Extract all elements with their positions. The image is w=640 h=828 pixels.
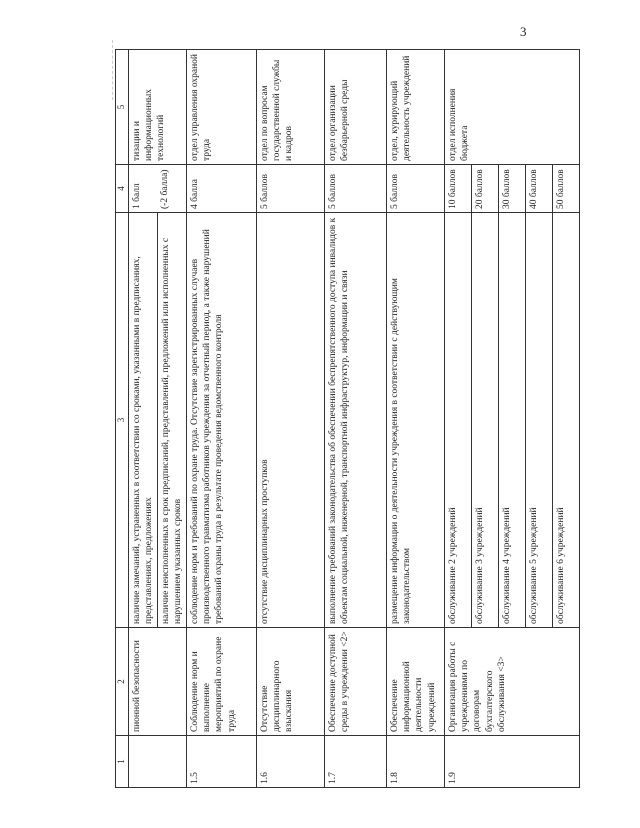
table-row: [387, 50, 445, 788]
executor-cell: отдел по вопросам государственной службы и кадров: [257, 50, 325, 165]
criteria-item: наличие замечаний, устраненных в соответствии со сроками, указанными в предписаниях, представлениях, предложениях: [131, 256, 154, 624]
row-number: 1.9: [445, 736, 580, 788]
points-value: 50 баллов: [552, 165, 579, 212]
points-value: 40 баллов: [525, 165, 552, 212]
scan-mark: [112, 40, 114, 100]
table-row: [445, 50, 580, 788]
executor-cell: отдел организации безбарьерной среды: [325, 50, 387, 165]
points-value: 5 баллов: [325, 165, 387, 213]
criteria-item: обслуживание 5 учреждений: [525, 213, 552, 627]
header-col-1: 1: [116, 736, 129, 788]
criteria-item: размещение информации о деятельности учреждения в соответствии с действующим законодательством: [387, 213, 445, 628]
page-number: 3: [520, 24, 527, 39]
points-value: (-2 балла): [160, 169, 171, 209]
table-row: [325, 50, 387, 788]
indicator-cell: Организация работы с учреждениями по договорам бухгалтерского обслуживания <3>: [445, 628, 580, 736]
table-header-row: [116, 50, 129, 788]
points-value: 5 баллов: [387, 165, 445, 213]
points-cell: [445, 165, 580, 213]
table-row: [128, 50, 187, 788]
criteria-table: [115, 49, 580, 788]
header-col-2: 2: [116, 628, 129, 736]
executor-cell: тизации и информационных технологий: [128, 50, 187, 165]
indicator-cell: Обеспечение доступной среды в учреждении <2>: [325, 628, 387, 736]
points-value: 1 балл: [131, 183, 142, 209]
points-cell: [128, 165, 187, 213]
row-number: 1.6: [257, 736, 325, 788]
indicator-cell: Обеспечение информационной деятельности учреждений: [387, 628, 445, 736]
criteria-item: обслуживание 4 учреждений: [498, 213, 525, 627]
row-number: 1.8: [387, 736, 445, 788]
points-value: 10 баллов: [448, 169, 459, 209]
header-col-5: 5: [116, 50, 129, 165]
header-col-4: 4: [116, 165, 129, 213]
criteria-cell: [445, 213, 580, 628]
points-value: 30 баллов: [498, 165, 525, 212]
criteria-item: выполнение требований законодательства об обеспечении беспрепятственного доступа инвалидов к объектам социальной, инженерной, транспортной инфраструктур, информации и связи: [325, 213, 387, 628]
criteria-item: отсутствие дисциплинарных проступков: [257, 213, 325, 628]
executor-cell: отдел, курирующий деятельность учреждений: [387, 50, 445, 165]
criteria-item: обслуживание 6 учреждений: [552, 213, 579, 627]
criteria-cell: [128, 213, 187, 628]
criteria-item: соблюдение норм и требований по охране труда. Отсутствие зарегистрированных случаев производственного травматизма работников учреждения за отчетный период, а также нарушений требований охраны труда в результате проведения ведомственного контроля: [187, 213, 257, 628]
criteria-item: обслуживание 2 учреждений: [448, 507, 459, 624]
table-row: [257, 50, 325, 788]
indicator-cell: пионной безопасности: [128, 628, 187, 736]
executor-cell: отдел управления охраной труда: [187, 50, 257, 165]
criteria-item: обслуживание 3 учреждений: [471, 213, 498, 627]
rotated-table-wrapper: [115, 50, 580, 788]
points-value: 5 баллов: [257, 165, 325, 213]
indicator-cell: Отсутствие дисциплинарного взыскания: [257, 628, 325, 736]
row-number: [128, 736, 187, 788]
points-value: 4 балла: [187, 165, 257, 213]
row-number: 1.7: [325, 736, 387, 788]
points-value: 20 баллов: [471, 165, 498, 212]
table-row: [187, 50, 257, 788]
executor-cell: отдел исполнения бюджета: [445, 50, 580, 165]
criteria-item: наличие неисполненных в срок предписаний, представлений, предложений или исполненных с нарушением указанных сроков: [157, 213, 186, 627]
indicator-cell: Соблюдение норм и выполнение мероприятий по охране труда: [187, 628, 257, 736]
header-col-3: 3: [116, 213, 129, 628]
row-number: 1.5: [187, 736, 257, 788]
